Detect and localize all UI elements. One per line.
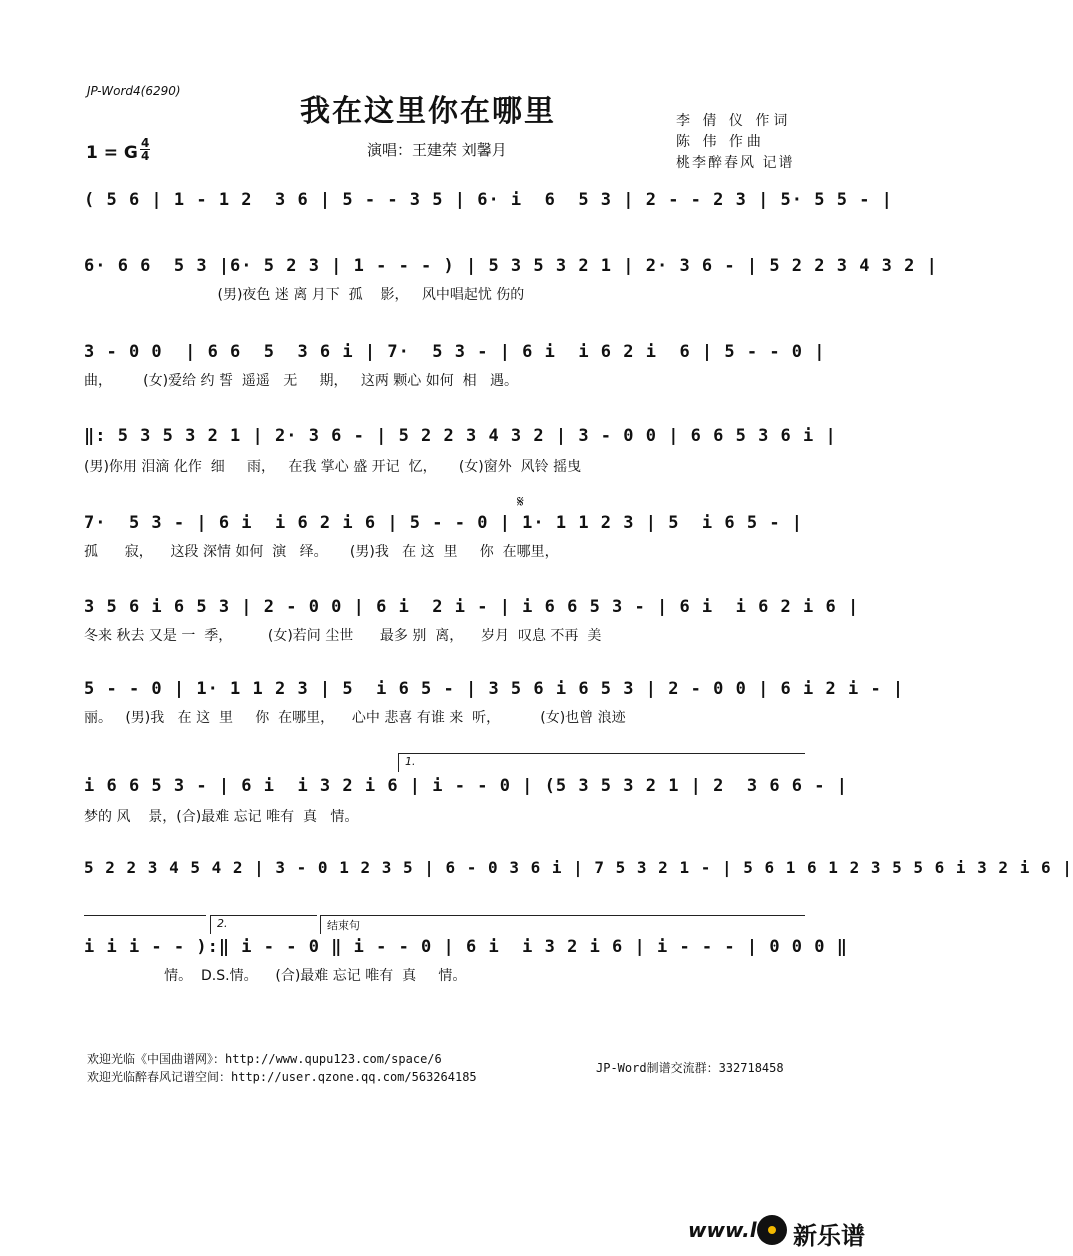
software-label: JP-Word4(6290) [87,84,181,98]
notation-line: i 6 6 5 3 - | 6 i i 3 2 i 6 | i - - 0 | (5 3 5 3 2 1 | 2 3 6 6 - | [84,776,848,796]
lyrics-line: 丽。 (男)我 在 这 里 你 在哪里， 心中 悲喜 有谁 来 听， (女)也曾 浪迹 [84,710,626,726]
footer-group-number: JP-Word制谱交流群：332718458 [596,1061,784,1075]
lyrics-line: 曲， (女)爱给 约 誓 遥遥 无 期， 这两 颗心 如何 相 遇。 [84,373,518,389]
time-signature-top: 4 [141,136,150,150]
notation-line: ‖: 5 3 5 3 2 1 | 2· 3 6 - | 5 2 2 3 4 3 2 | 3 - 0 0 | 6 6 5 3 6 i | [84,426,837,446]
notation-line: ( 5 6 | 1 - 1 2 3 6 | 5 - - 3 5 | 6· i 6 5 3 | 2 - - 2 3 | 5· 5 5 - | [84,190,893,210]
notation-line: 5 - - 0 | 1· 1 1 2 3 | 5 i 6 5 - | 3 5 6 i 6 5 3 | 2 - 0 0 | 6 i 2 i - | [84,679,905,699]
footer-link-qzone[interactable]: 欢迎光临醉春风记谱空间：http://user.qzone.qq.com/563264185 [87,1070,477,1084]
time-signature [140,137,150,162]
watermark-brand: 新乐谱 [793,1222,865,1250]
first-ending-bracket [398,753,805,772]
coda-label: 结束句 [327,919,360,932]
composer-credit: 陈 伟 作曲 [676,134,765,150]
repeat-ending-line [84,915,206,934]
notation-line: 5 2 2 3 4 5 4 2 | 3 - 0 1 2 3 5 | 6 - 0 3 6 i | 7 5 3 2 1 - | 5 6 1 6 1 2 3 5 5 6 i 3 2 i 6 | [84,858,1073,877]
notation-line: i i i - - ):‖ i - - 0 ‖ i - - 0 | 6 i i 3 2 i 6 | i - - - | 0 0 0 ‖ [84,937,848,957]
page-title: 我在这里你在哪里 [300,94,556,129]
first-ending-label: 1. [405,755,416,768]
lyrics-line: 孤 寂， 这段 深情 如何 演 绎。 (男)我 在 这 里 你 在哪里， [84,544,559,560]
lyrics-line: 梦的 风 景，(合)最难 忘记 唯有 真 情。 [84,809,359,825]
second-ending-bracket [210,915,317,934]
watermark-url: www.l [688,1218,757,1242]
coda-bracket [320,915,805,934]
notation-line: 3 - 0 0 | 6 6 5 3 6 i | 7· 5 3 - | 6 i i 6 2 i 6 | 5 - - 0 | [84,342,826,362]
transcriber-credit: 桃李醉春风 记谱 [676,155,795,171]
lyricist-credit: 李 倩 仪 作词 [676,113,792,129]
second-ending-label: 2. [217,917,228,930]
lyrics-line: (男)夜色 迷 离 月下 孤 影， 风中唱起忧 伤的 [84,287,525,303]
footer-link-qupu[interactable]: 欢迎光临《中国曲谱网》：http://www.qupu123.com/space/6 [87,1052,442,1066]
lyrics-line: 冬来 秋去 又是 一 季， (女)若问 尘世 最多 别 离， 岁月 叹息 不再 美 [84,628,602,644]
lyrics-line: 情。 D.S.情。 (合)最难 忘记 唯有 真 情。 [84,968,467,984]
performer-credit: 演唱：王建荣 刘馨月 [367,141,507,159]
notation-line: 6· 6 6 5 3 |6· 5 2 3 | 1 - - - ) | 5 3 5 3 2 1 | 2· 3 6 - | 5 2 2 3 4 3 2 | [84,256,938,276]
key-signature: 1 = G [86,143,138,163]
notation-line: 3 5 6 i 6 5 3 | 2 - 0 0 | 6 i 2 i - | i 6 6 5 3 - | 6 i i 6 2 i 6 | [84,597,860,617]
time-signature-bottom: 4 [141,149,150,163]
segno-sign: 𝄋 [517,492,524,511]
lyrics-line: (男)你用 泪滴 化作 细 雨， 在我 掌心 盛 开记 忆， (女)窗外 风铃 摇曳 [84,459,582,475]
notation-line: 7· 5 3 - | 6 i i 6 2 i 6 | 5 - - 0 | 1· 1 1 2 3 | 5 i 6 5 - | [84,513,804,533]
record-disc-icon [757,1215,787,1245]
